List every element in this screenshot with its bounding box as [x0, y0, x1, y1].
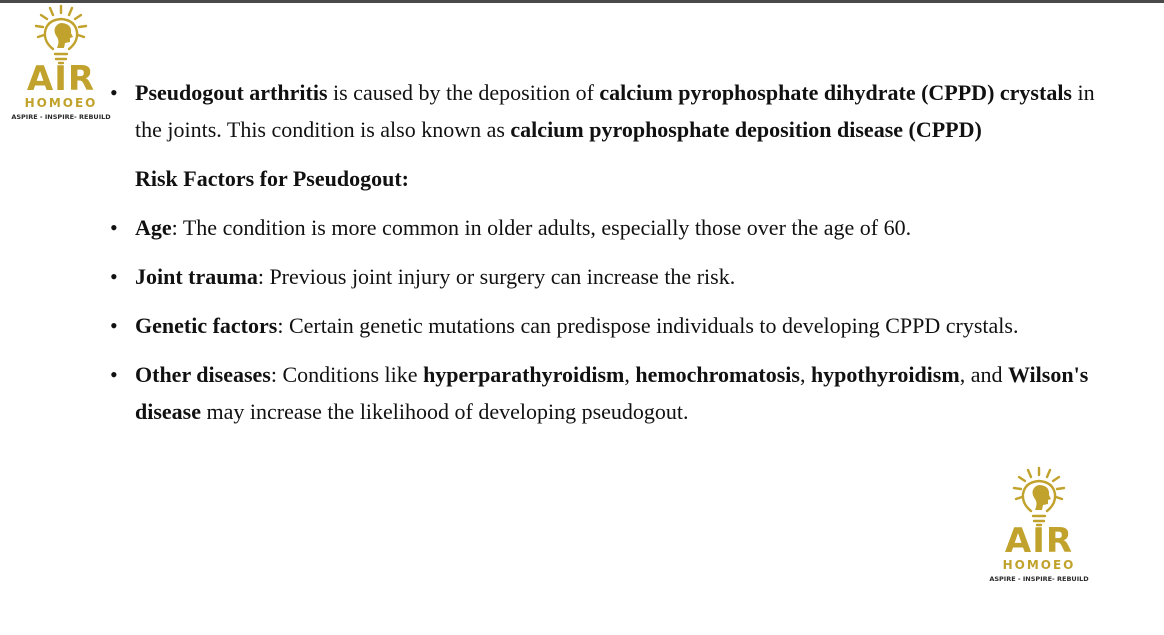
term-cppd-crystals: calcium pyrophosphate dihydrate (CPPD) crystals: [599, 80, 1072, 105]
brand-tagline: ASPIRE - INSPIRE- REBUILD: [989, 575, 1089, 583]
intro-text: is caused by the deposition of: [327, 80, 600, 105]
brand-name: AIR: [26, 59, 96, 99]
risk-text: , and: [959, 362, 1008, 387]
section-heading: Risk Factors for Pseudogout:: [135, 166, 409, 191]
risk-term: Age: [135, 215, 172, 240]
brand-subname: HOMOEO: [1002, 558, 1076, 572]
separator: ,: [799, 362, 811, 387]
top-border: [0, 0, 1164, 3]
slide-content: [108, 74, 1108, 442]
risk-factor-list: [108, 209, 1108, 430]
risk-text: may increase the likelihood of developing pseudogout.: [201, 399, 689, 424]
brand-logo-footer: [982, 466, 1096, 584]
risk-text: : Certain genetic mutations can predispose individuals to developing CPPD crystals.: [277, 313, 1019, 338]
lightbulb-head-icon: [29, 4, 93, 66]
risk-text: : Conditions like: [270, 362, 424, 387]
brand-name: AIR: [1004, 521, 1074, 561]
term-cppd-disease: calcium pyrophosphate deposition disease (CPPD): [510, 117, 982, 142]
list-item: [108, 307, 1108, 344]
disease-term: hemochromatosis: [635, 362, 800, 387]
intro-text: in the joints. This condition is also known as: [135, 80, 1095, 142]
risk-term: Genetic factors: [135, 313, 278, 338]
risk-term: Other diseases: [135, 362, 271, 387]
list-item: [108, 356, 1108, 430]
separator: ,: [624, 362, 636, 387]
brand-tagline: ASPIRE - INSPIRE- REBUILD: [11, 113, 111, 121]
risk-term: Joint trauma: [135, 264, 258, 289]
disease-term: Wilson's disease: [135, 362, 1089, 424]
lightbulb-head-icon: [1007, 466, 1071, 528]
brand-logo: [4, 4, 118, 122]
disease-term: hyperparathyroidism: [423, 362, 625, 387]
risk-text: : Previous joint injury or surgery can increase the risk.: [257, 264, 736, 289]
list-item: [108, 258, 1108, 295]
list-item: [108, 209, 1108, 246]
intro-paragraph: [108, 74, 1108, 148]
term-pseudogout: Pseudogout arthritis: [135, 80, 328, 105]
disease-term: hypothyroidism: [810, 362, 960, 387]
risk-text: : The condition is more common in older adults, especially those over the age of 60.: [171, 215, 912, 240]
brand-subname: HOMOEO: [24, 96, 98, 110]
